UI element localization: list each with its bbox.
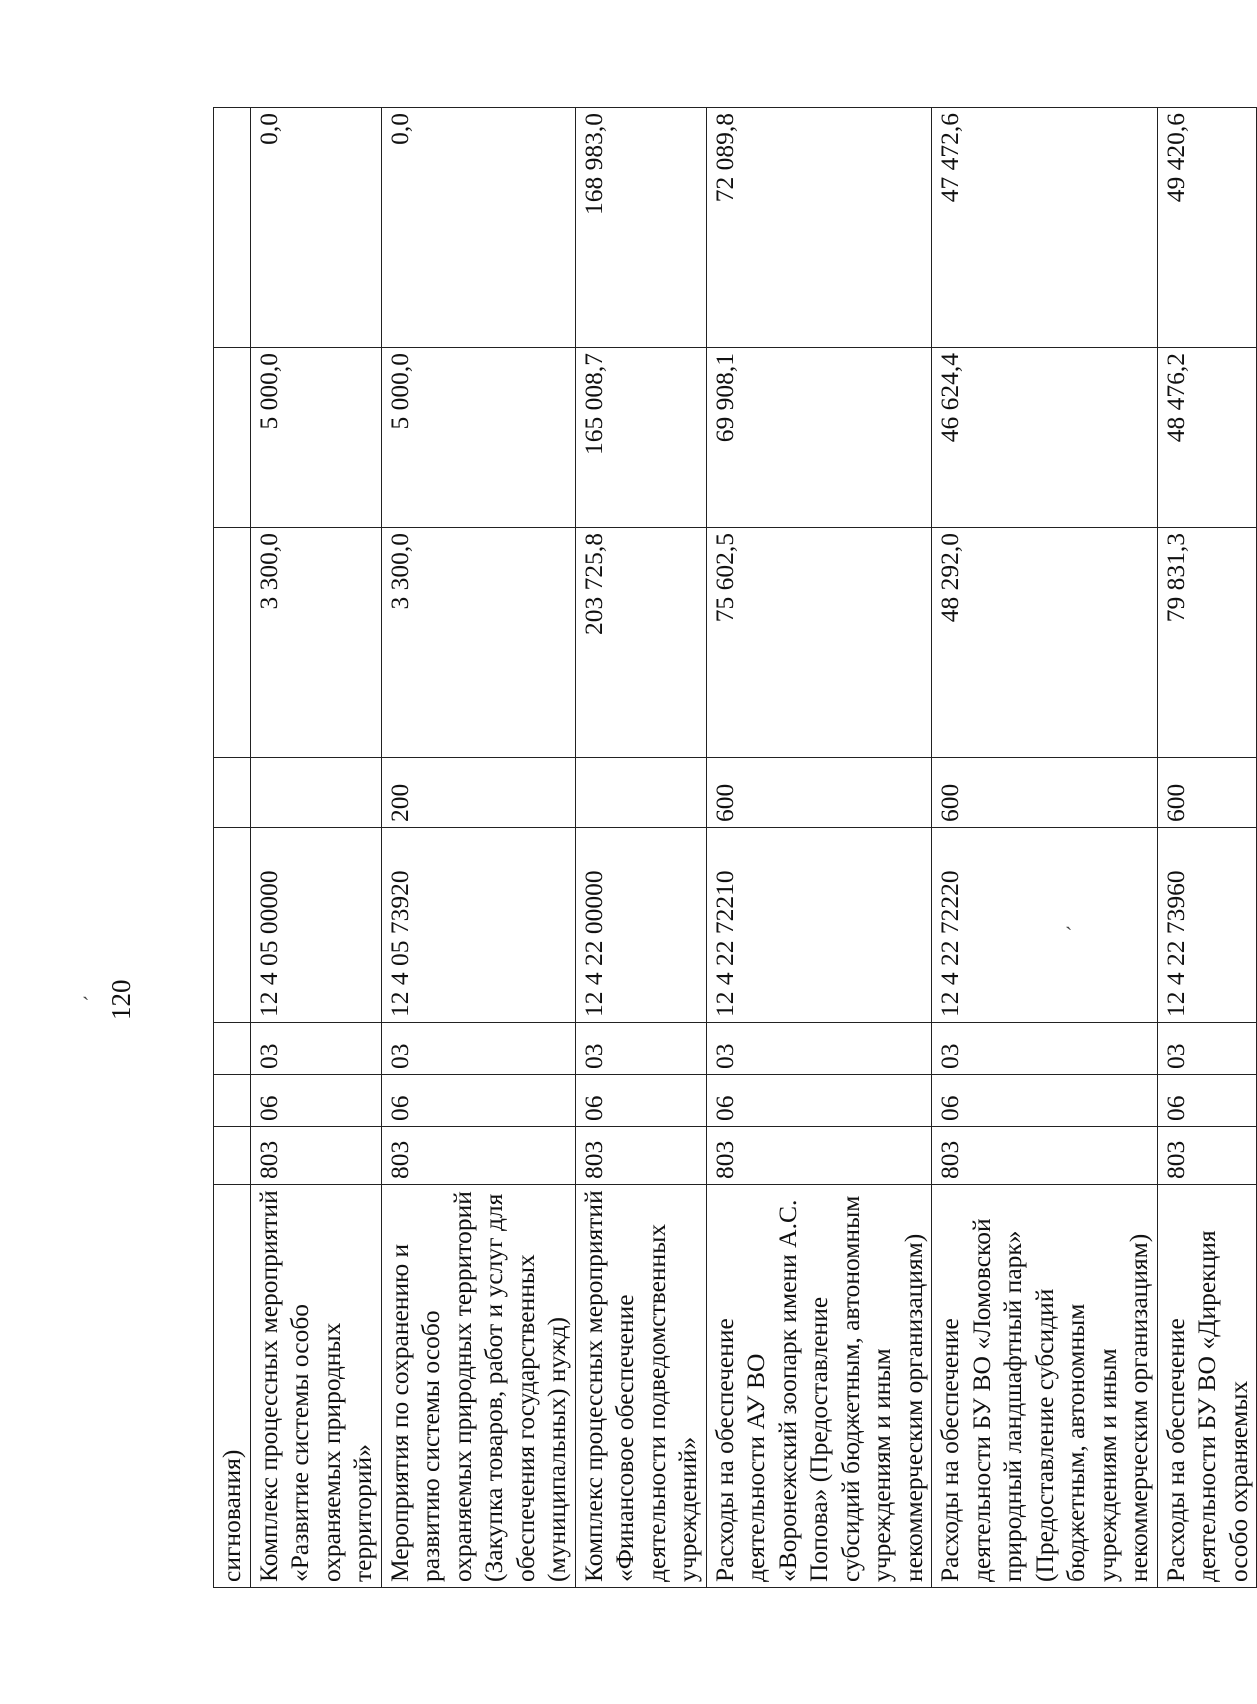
year1-amount-cell: 203 725,8 [575,528,706,758]
row-name-cell: сигнования) [214,1185,251,1588]
grbs-cell: 803 [932,1127,1158,1185]
year2-amount-cell [214,348,251,528]
expense-type-cell: 200 [381,758,575,828]
year3-amount-cell: 0,0 [250,108,381,348]
subsection-cell: 03 [706,1023,932,1075]
section-cell: 06 [250,1075,381,1127]
grbs-cell: 803 [1157,1127,1257,1185]
target-code-cell: 12 4 05 00000 [250,828,381,1023]
year3-amount-cell: 47 472,6 [932,108,1158,348]
section-cell: 06 [381,1075,575,1127]
year1-amount-cell [214,528,251,758]
year3-amount-cell: 0,0 [381,108,575,348]
section-cell: 06 [932,1075,1158,1127]
grbs-cell: 803 [381,1127,575,1185]
budget-table-rotated [213,108,1253,1588]
year1-amount-cell: 48 292,0 [932,528,1158,758]
scan-speck: ˏ [1065,905,1073,930]
year3-amount-cell: 168 983,0 [575,108,706,348]
subsection-cell: 03 [381,1023,575,1075]
grbs-cell [214,1127,251,1185]
expense-type-cell: 600 [1157,758,1257,828]
year2-amount-cell: 69 908,1 [706,348,932,528]
year3-amount-cell: 72 089,8 [706,108,932,348]
budget-table [213,107,1257,1588]
year3-amount-cell [214,108,251,348]
year2-amount-cell: 48 476,2 [1157,348,1257,528]
subsection-cell: 03 [250,1023,381,1075]
target-code-cell [214,828,251,1023]
year2-amount-cell: 5 000,0 [381,348,575,528]
year1-amount-cell: 3 300,0 [381,528,575,758]
page-number: 120 [106,979,136,1020]
year2-amount-cell: 5 000,0 [250,348,381,528]
grbs-cell: 803 [706,1127,932,1185]
target-code-cell: 12 4 05 73920 [381,828,575,1023]
table-row [706,108,932,1588]
year1-amount-cell: 79 831,3 [1157,528,1257,758]
target-code-cell: 12 4 22 00000 [575,828,706,1023]
year1-amount-cell: 3 300,0 [250,528,381,758]
row-name-cell: Мероприятия по сохранению и развитию системы особо охраняемых природных территорий (Закупка товаров, работ и услуг для обеспечения государственных (муниципальных) нужд) [381,1185,575,1588]
table-row [932,108,1158,1588]
table-row [1157,108,1257,1588]
target-code-cell: 12 4 22 72220 [932,828,1158,1023]
table-row [381,108,575,1588]
year1-amount-cell: 75 602,5 [706,528,932,758]
expense-type-cell [214,758,251,828]
expense-type-cell: 600 [706,758,932,828]
row-name-cell: Расходы на обеспечение деятельности БУ ВО «Ломовской природный ландшафтный парк» (Предоставление субсидий бюджетным, автономным учреждениям и иным некоммерческим организациям) [932,1185,1158,1588]
subsection-cell [214,1023,251,1075]
section-cell: 06 [1157,1075,1257,1127]
scan-speck: ˏ [82,975,90,1000]
grbs-cell: 803 [575,1127,706,1185]
subsection-cell: 03 [575,1023,706,1075]
row-name-cell: Расходы на обеспечение деятельности АУ ВО «Воронежский зоопарк имени А.С. Попова» (Предоставление субсидий бюджетным, автономным учреждениям и иным некоммерческим организациям) [706,1185,932,1588]
row-name-cell: Расходы на обеспечение деятельности БУ ВО «Дирекция особо охраняемых [1157,1185,1257,1588]
subsection-cell: 03 [932,1023,1158,1075]
section-cell: 06 [706,1075,932,1127]
table-row [250,108,381,1588]
expense-type-cell: 600 [932,758,1158,828]
expense-type-cell [575,758,706,828]
year2-amount-cell: 46 624,4 [932,348,1158,528]
section-cell: 06 [575,1075,706,1127]
grbs-cell: 803 [250,1127,381,1185]
expense-type-cell [250,758,381,828]
year2-amount-cell: 165 008,7 [575,348,706,528]
table-row [575,108,706,1588]
target-code-cell: 12 4 22 73960 [1157,828,1257,1023]
table-row-continuation [214,108,251,1588]
section-cell [214,1075,251,1127]
row-name-cell: Комплекс процессных мероприятий «Развитие системы особо охраняемых природных территорий» [250,1185,381,1588]
subsection-cell: 03 [1157,1023,1257,1075]
year3-amount-cell: 49 420,6 [1157,108,1257,348]
row-name-cell: Комплекс процессных мероприятий «Финансовое обеспечение деятельности подведомственных учреждений» [575,1185,706,1588]
target-code-cell: 12 4 22 72210 [706,828,932,1023]
